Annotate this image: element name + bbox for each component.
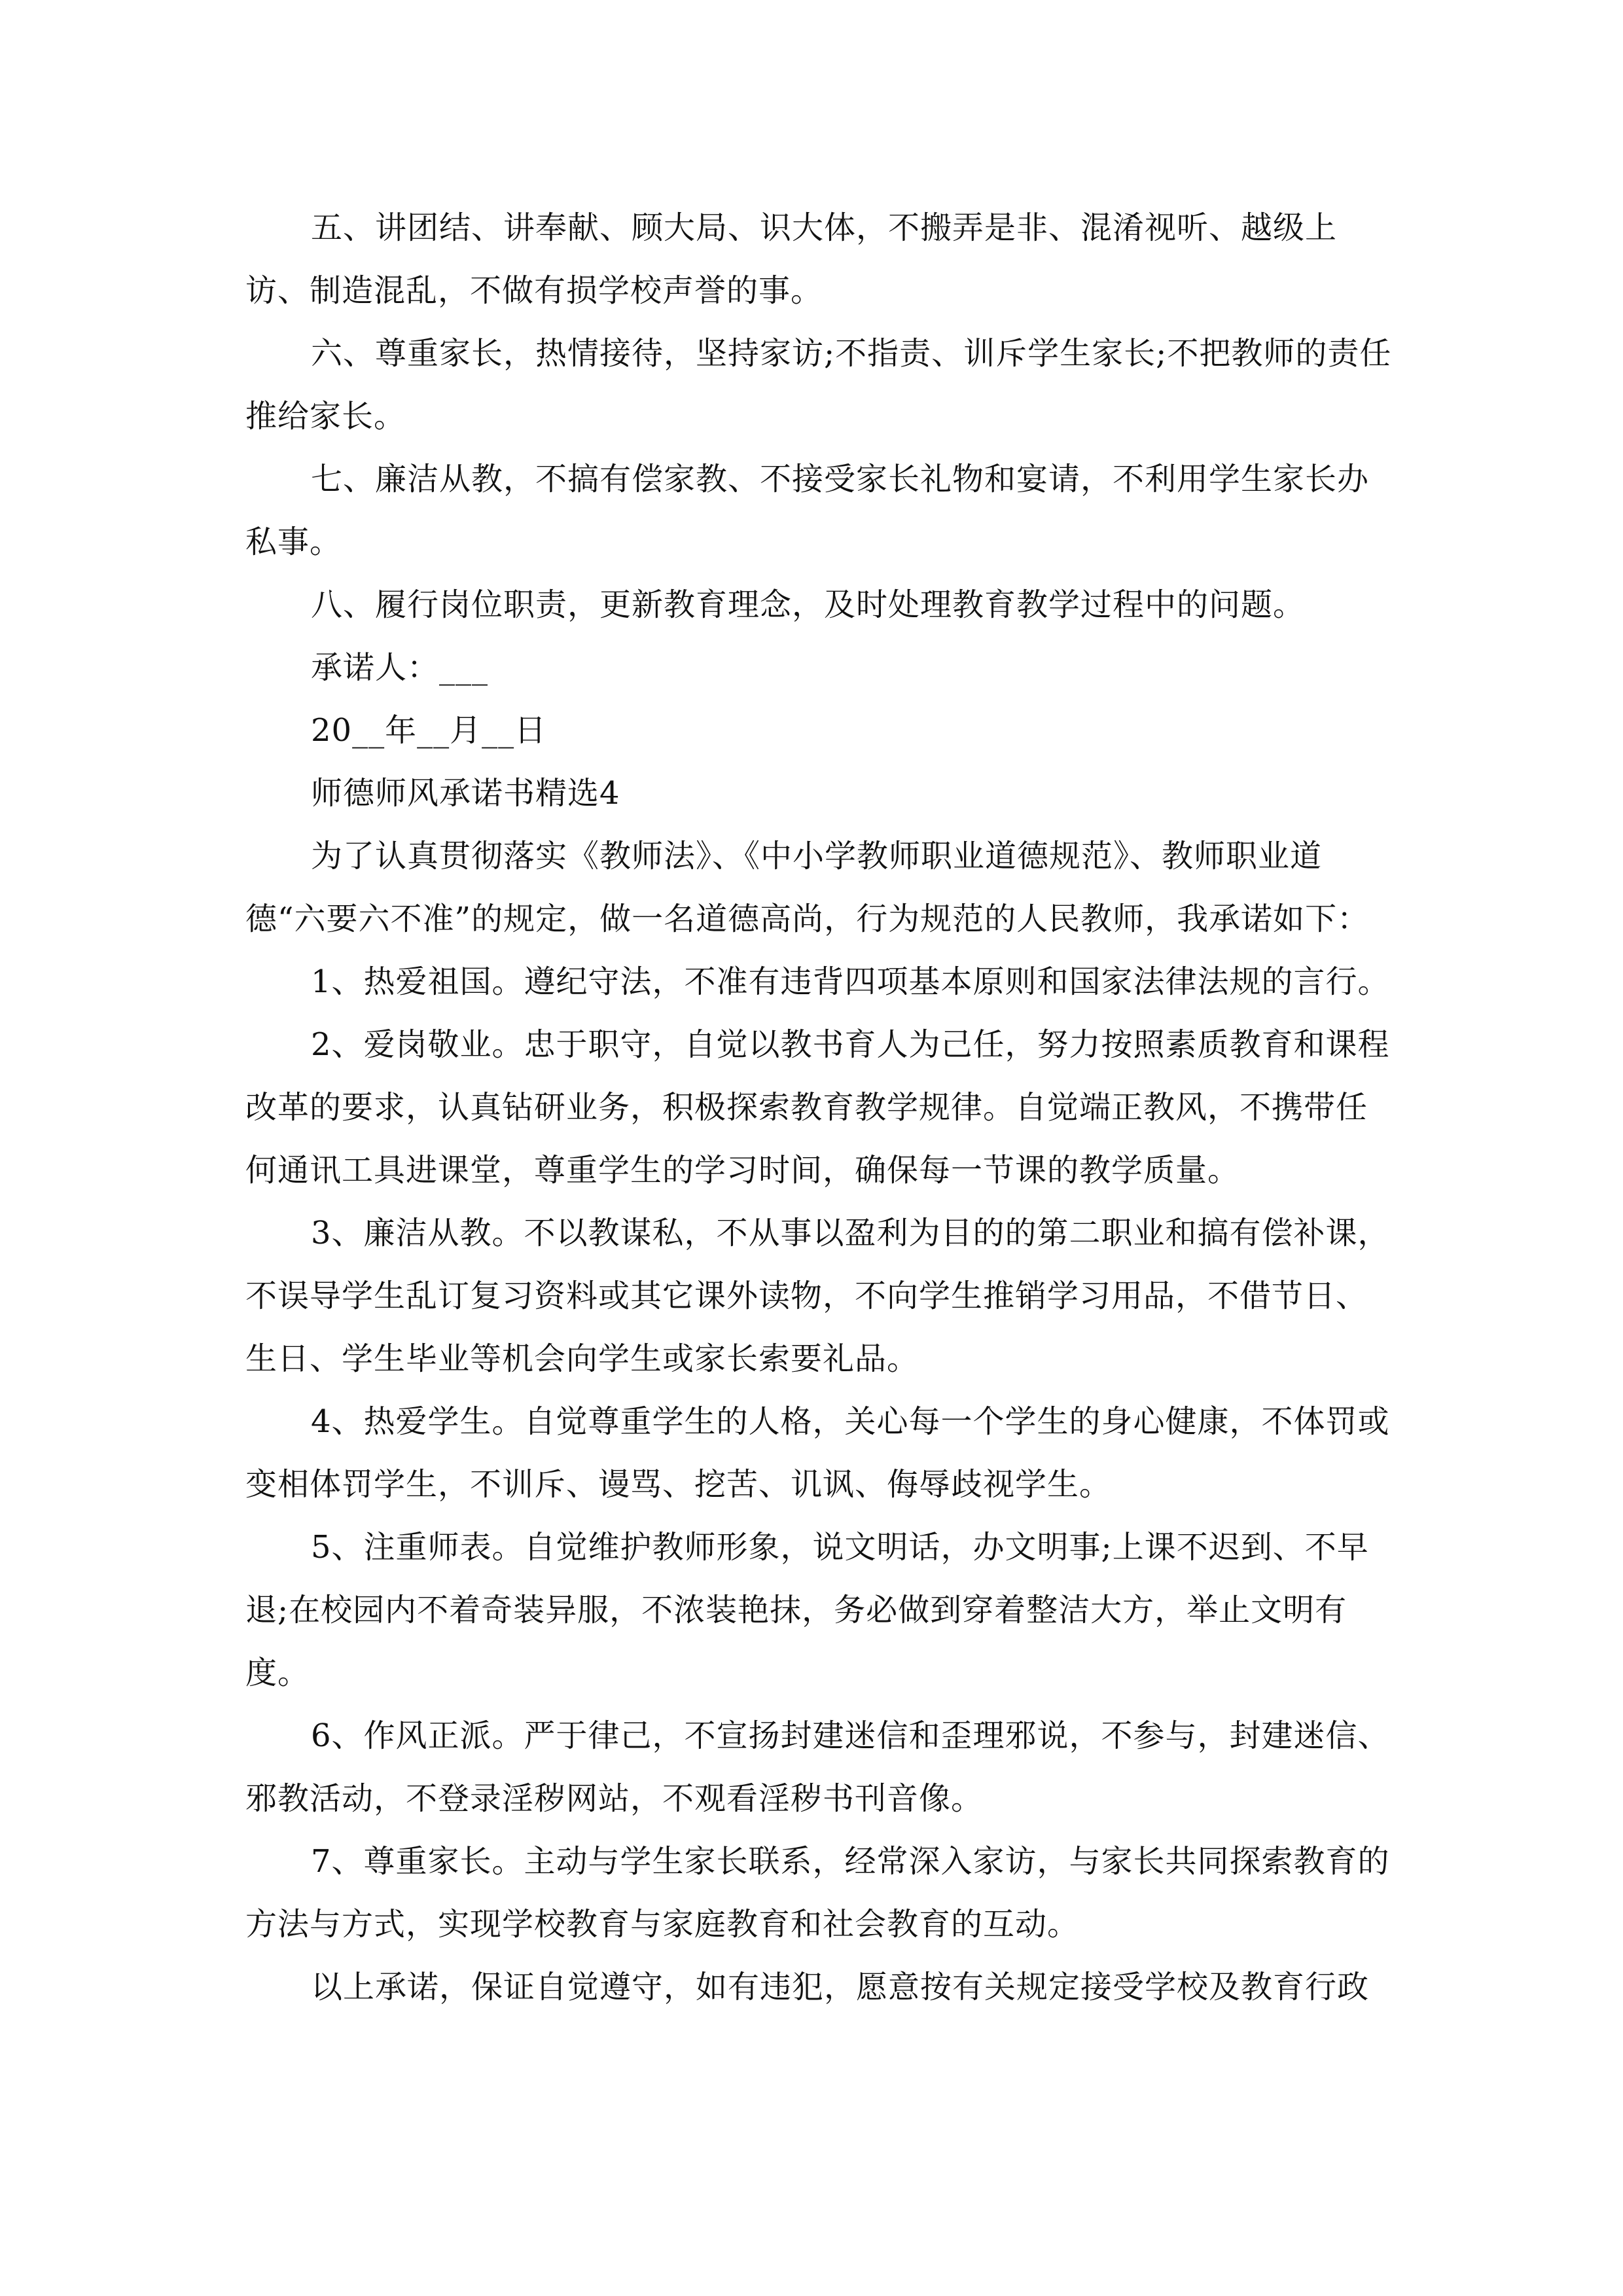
intro-paragraph: 为了认真贯彻落实《教师法》、《中小学教师职业道德规范》、教师职业道德“六要六不准”的规定，做一名道德高尚，行为规范的人民教师，我承诺如下： [245,838,1370,937]
pledge-item-3: 3、廉洁从教。不以教谋私，不从事以盈利为目的的第二职业和搞有偿补课，不误导学生乱订复习资料或其它课外读物，不向学生推销学习用品，不借节日、生日、学生毕业等机会向学生或家长索要礼品。 [245,1215,1390,1377]
section-title: 师德师风承诺书精选4 [311,775,620,812]
pledge-item-7: 7、尊重家长。主动与学生家长联系，经常深入家访，与家长共同探索教育的方法与方式，实现学校教育与家庭教育和社会教育的互动。 [245,1843,1390,1943]
paragraph-item-5: 五、讲团结、讲奉献、顾大局、识大体，不搬弄是非、混淆视听、越级上访、制造混乱，不做有损学校声誉的事。 [245,209,1338,309]
closing-paragraph: 以上承诺，保证自觉遵守，如有违犯，愿意按有关规定接受学校及教育行政 [311,1969,1370,2005]
pledge-item-5: 5、注重师表。自觉维护教师形象，说文明话，办文明事;上课不迟到、不早退;在校园内不着奇装异服，不浓装艳抹，务必做到穿着整洁大方，举止文明有度。 [245,1529,1369,1691]
document-body [245,196,1397,2018]
pledge-item-4: 4、热爱学生。自觉尊重学生的人格，关心每一个学生的身心健康，不体罚或变相体罚学生，不训斥、谩骂、挖苦、讥讽、侮辱歧视学生。 [245,1403,1390,1503]
pledge-item-2: 2、爱岗敬业。忠于职守，自觉以教书育人为己任，努力按照素质教育和课程改革的要求，认真钻研业务，积极探索教育教学规律。自觉端正教风，不携带任何通讯工具进课堂，尊重学生的学习时间，确保每一节课的教学质量。 [245,1026,1390,1189]
pledge-item-1: 1、热爱祖国。遵纪守法，不准有违背四项基本原则和国家法律法规的言行。 [311,963,1390,1000]
pledge-item-6: 6、作风正派。严于律己，不宣扬封建迷信和歪理邪说，不参与，封建迷信、邪教活动，不登录淫秽网站，不观看淫秽书刊音像。 [245,1717,1390,1817]
signature-line: 承诺人：___ [311,649,489,686]
paragraph-item-7: 七、廉洁从教，不搞有偿家教、不接受家长礼物和宴请，不利用学生家长办私事。 [245,461,1370,560]
paragraph-item-8: 八、履行岗位职责，更新教育理念，及时处理教育教学过程中的问题。 [311,586,1306,623]
paragraph-item-6: 六、尊重家长，热情接待，坚持家访;不指责、训斥学生家长;不把教师的责任推给家长。 [245,335,1392,435]
date-line: 20__年__月__日 [311,712,547,749]
